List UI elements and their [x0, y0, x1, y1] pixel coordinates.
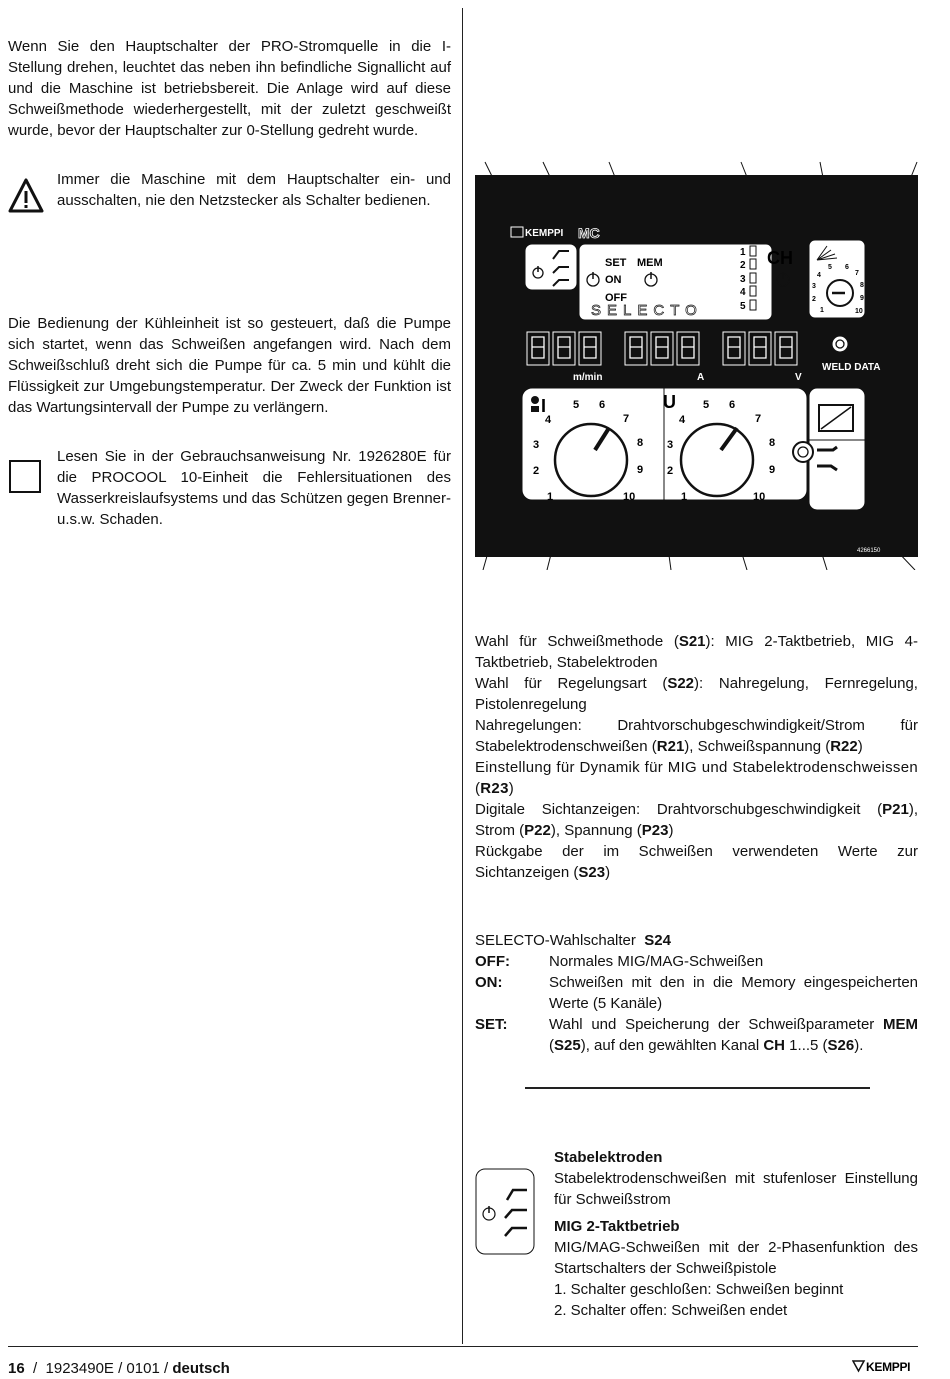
desc-r23: Einstellung für Dynamik für MIG und Stabelektrodenschweissen (R23) — [475, 759, 918, 797]
r22-scale-3: 3 — [667, 439, 674, 451]
panel-selecto-label: SELECTO — [591, 302, 703, 319]
column-divider — [462, 8, 463, 1344]
r22-scale-1: 1 — [681, 491, 688, 503]
channel-4: 4 — [740, 287, 746, 298]
unit-mmin: m/min — [573, 372, 603, 383]
panel-model: MC — [578, 225, 600, 241]
mode-stick-heading: Stabelektroden — [554, 1149, 663, 1166]
r21-scale-2: 2 — [533, 465, 540, 477]
knob2-label: U — [663, 392, 676, 412]
note-text: Lesen Sie in der Gebrauchsanweisung Nr. 1926280E für die PROCOOL 10-Einheit die Fehlersituationen des Wasserkreislaufsystems und das Schützen gegen Brenner- u.s.w. Schaden. — [57, 448, 451, 528]
mode-stick-text: Stabelektrodenschweißen mit stufenloser Einstellung für Schweißstrom — [554, 1170, 918, 1208]
r22-scale-4: 4 — [679, 414, 686, 426]
r21-scale-7: 7 — [623, 413, 630, 425]
section-rule — [525, 1087, 870, 1089]
channel-5: 5 — [740, 301, 746, 312]
mode-descriptions — [554, 1147, 918, 1321]
selecto-on: ON: Schweißen mit den in die Memory eingespeicherten Werte (5 Kanäle) — [475, 974, 918, 1012]
channel-1: 1 — [740, 247, 746, 258]
mode-mig2-step2: 2. Schalter offen: Schweißen endet — [554, 1302, 788, 1319]
desc-displays: Digitale Sichtanzeigen: Drahtvorschubgeschwindigkeit (P21), Strom (P22), Spannung (P23) — [475, 801, 918, 839]
r21-scale-10: 10 — [623, 491, 636, 503]
footer-rule — [8, 1346, 918, 1347]
r22-scale-6: 6 — [729, 399, 736, 411]
desc-s23: Rückgabe der im Schweißen verwendeten Werte zur Sichtanzeigen (S23) — [475, 843, 918, 881]
r22-scale-9: 9 — [769, 464, 776, 476]
unit-a: A — [697, 372, 705, 383]
selecto-title: SELECTO-Wahlschalter S24 — [475, 932, 671, 949]
panel-on-label: ON — [605, 274, 622, 286]
r21-scale-6: 6 — [599, 399, 606, 411]
r21-scale-3: 3 — [533, 439, 540, 451]
r21-scale-9: 9 — [637, 464, 644, 476]
dyn-9: 9 — [860, 295, 864, 302]
r22-scale-8: 8 — [769, 437, 776, 449]
r22-scale-2: 2 — [667, 465, 674, 477]
selecto-section — [475, 930, 918, 1056]
dyn-2: 2 — [812, 296, 816, 303]
r21-scale-1: 1 — [547, 491, 554, 503]
cooling-paragraph: Die Bedienung der Kühleinheit ist so gesteuert, daß die Pumpe sich startet, wenn das Schweißen angefangen wird. Nach dem Schweißschluß dreht sich die Pumpe für ca. 5 min und kühlt die Flüssigkeit zur Umgebungstemperatur. Der Zweck der Funktion ist das Wartungsintervall der Pumpe zu verlängern. — [8, 315, 451, 416]
desc-r21-r22: Nahregelungen: Drahtvorschubgeschwindigkeit/Strom für Stabelektrodenschweißen (R21), Schweißspannung (R22) — [475, 717, 918, 755]
dyn-8: 8 — [860, 282, 864, 289]
control-descriptions — [475, 631, 918, 883]
dyn-1: 1 — [820, 307, 824, 314]
kemppi-logo-text: KEMPPI — [866, 1360, 911, 1374]
footer-page-info: 16 / 1923490E / 0101 / deutsch — [8, 1360, 230, 1377]
r21-scale-4: 4 — [545, 414, 552, 426]
mode-mig2-heading: MIG 2-Taktbetrieb — [554, 1218, 680, 1235]
selecto-set: SET: Wahl und Speicherung der Schweißparameter MEM (S25), auf den gewählten Kanal CH 1...5 (S26). — [475, 1016, 918, 1054]
weld-data-label: WELD DATA — [822, 362, 881, 373]
dyn-10: 10 — [855, 308, 863, 315]
dyn-3: 3 — [812, 283, 816, 290]
panel-brand: KEMPPI — [525, 228, 564, 239]
unit-v: V — [795, 372, 802, 383]
r21-scale-5: 5 — [573, 399, 580, 411]
panel-ch-label: CH — [767, 248, 793, 268]
dyn-6: 6 — [845, 264, 849, 271]
selecto-off: OFF: Normales MIG/MAG-Schweißen — [475, 953, 764, 970]
note-box-icon — [9, 460, 41, 493]
mode-mig2-step1: 1. Schalter geschloßen: Schweißen beginnt — [554, 1281, 844, 1298]
r22-scale-10: 10 — [753, 491, 766, 503]
channel-3: 3 — [740, 274, 746, 285]
panel-mem-label: MEM — [637, 257, 663, 269]
mode-mig2-text: MIG/MAG-Schweißen mit der 2-Phasenfunktion des Startschalters der Schweißpistole — [554, 1239, 918, 1277]
dyn-5: 5 — [828, 264, 832, 271]
dyn-4: 4 — [817, 272, 821, 279]
desc-s22: Wahl für Regelungsart (S22): Nahregelung, Fernregelung, Pistolenregelung — [475, 675, 918, 713]
control-panel-diagram — [475, 160, 918, 570]
dyn-7: 7 — [855, 270, 859, 277]
r22-scale-7: 7 — [755, 413, 762, 425]
r22-scale-5: 5 — [703, 399, 710, 411]
warning-text: Immer die Maschine mit dem Hauptschalter ein- und ausschalten, nie den Netzstecker als Schalter bedienen. — [57, 171, 451, 209]
warning-icon — [8, 178, 44, 214]
desc-s21: Wahl für Schweißmethode (S21): MIG 2-Taktbetrieb, MIG 4-Taktbetrieb, Stabelektroden — [475, 633, 918, 671]
intro-paragraph: Wenn Sie den Hauptschalter der PRO-Stromquelle in die I-Stellung drehen, leuchtet das neben ihn befindliche Signallicht auf und die Maschine ist betriebsbereit. Die Anlage wird auf diese Schweißmethode wiederhergestellt, mit der zuletzt geschweißt wurde, bevor der Hauptschalter zur 0-Stellung gedreht wurde. — [8, 38, 451, 139]
panel-code: 4266150 — [857, 548, 881, 554]
panel-set-label: SET — [605, 257, 627, 269]
knob1-label: I — [541, 396, 547, 416]
mode-switch-icon — [475, 1168, 535, 1255]
channel-2: 2 — [740, 260, 746, 271]
panel-off-label: OFF — [605, 292, 627, 304]
r21-scale-8: 8 — [637, 437, 644, 449]
kemppi-logo — [852, 1359, 918, 1374]
